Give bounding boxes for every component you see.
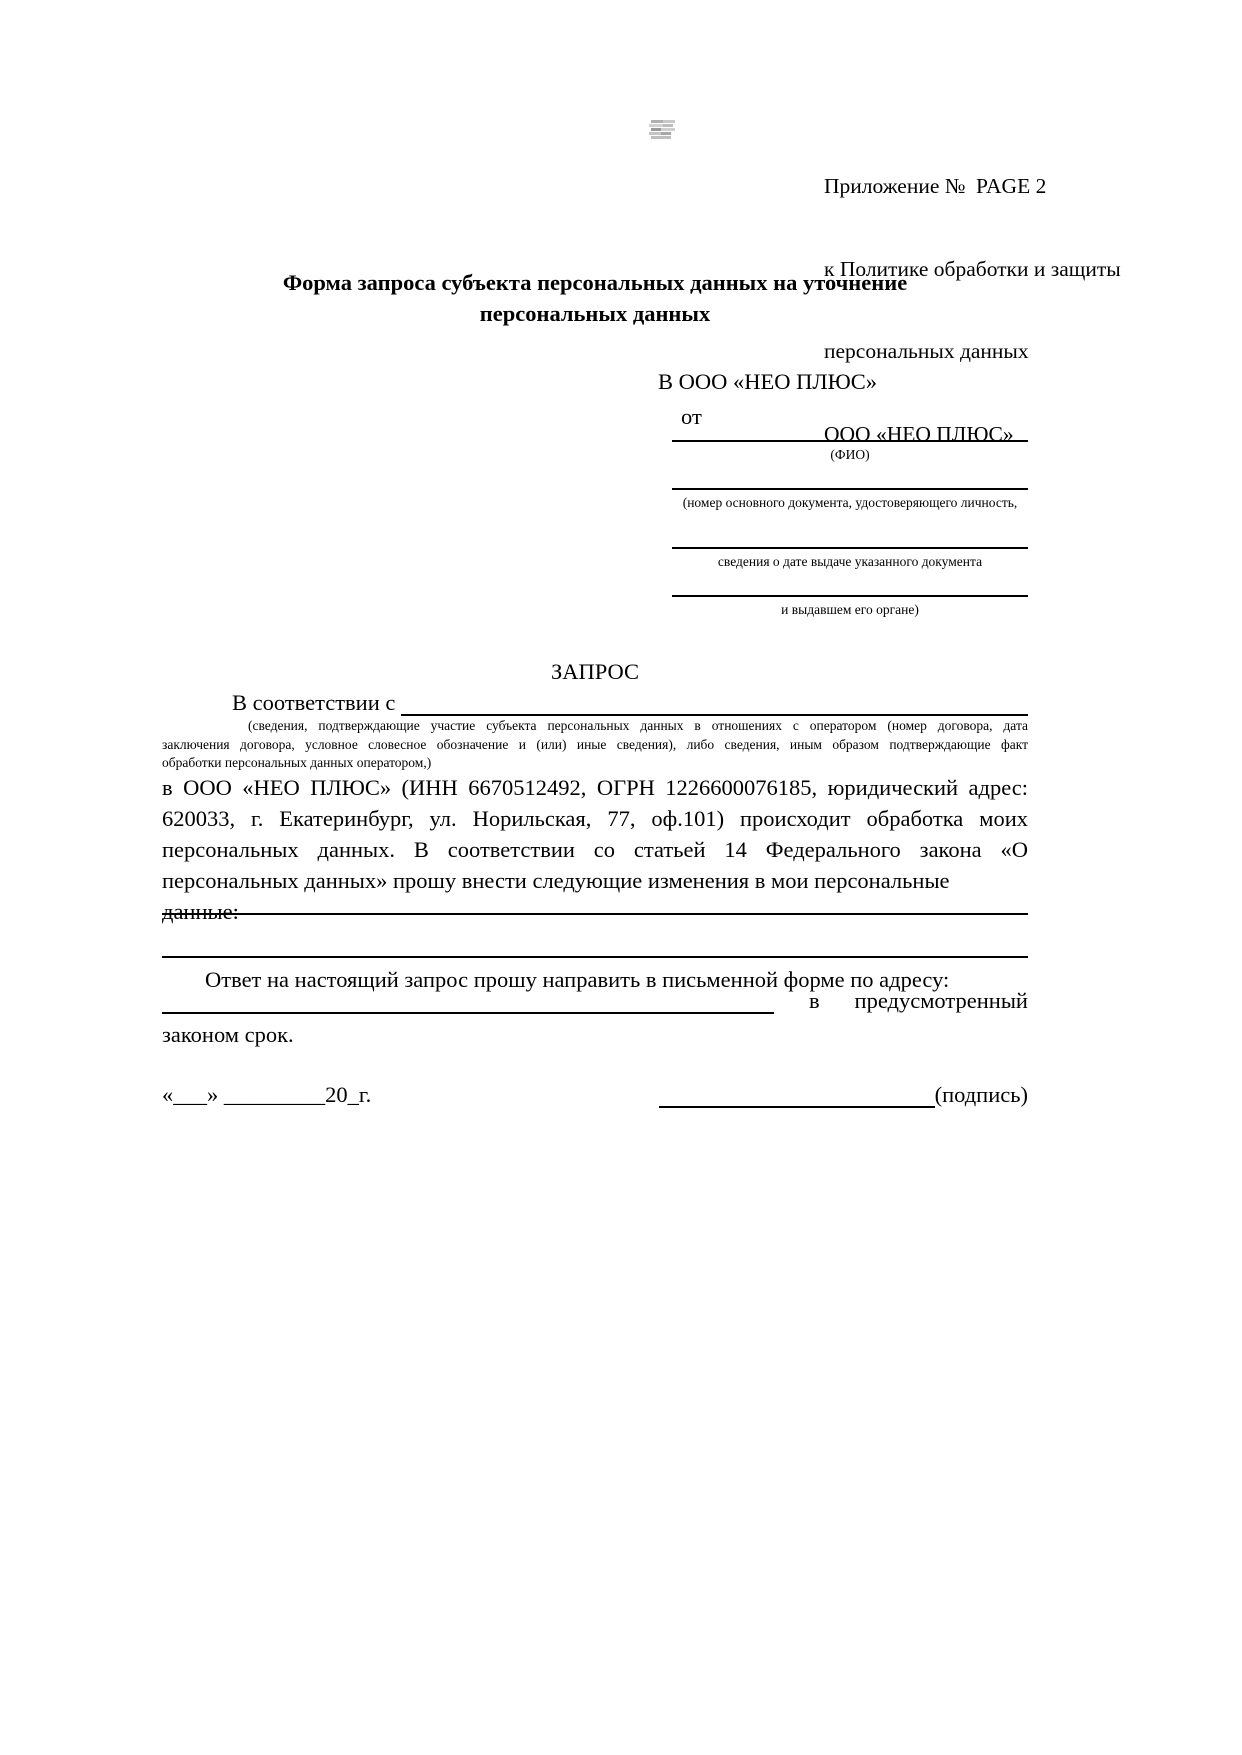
signature-line xyxy=(659,1082,935,1108)
field-caption: (ФИО) xyxy=(830,447,870,462)
reply-tail-text: законом срок. xyxy=(162,1022,294,1047)
form-title-line: персональных данных xyxy=(479,300,711,326)
form-title xyxy=(162,268,1028,329)
issuing-authority-field xyxy=(672,595,1028,617)
header-annotation-line: ООО «НЕО ПЛЮС» xyxy=(824,421,1014,446)
field-caption: (номер основного документа, удостоверяющего личность, xyxy=(682,495,1018,510)
field-caption: сведения о дате выдаче указанного документа xyxy=(717,554,983,569)
main-paragraph-line: персональных данных. В соответствии со статьей 14 Федерального закона «О xyxy=(162,837,1028,862)
fill-in-line xyxy=(672,440,1028,442)
in-accordance-text: В соответствии с xyxy=(232,690,402,715)
main-paragraph-line: 620033, г. Екатеринбург, ул. Норильская, 77, оф.101) происходит обработка моих xyxy=(162,806,1028,831)
reply-address-line xyxy=(162,988,1028,1014)
reply-sentence-text: Ответ на настоящий запрос прошу направить в письменной форме по адресу: xyxy=(205,967,950,992)
in-accordance-line xyxy=(162,690,1028,716)
document-issue-date-field xyxy=(672,547,1028,569)
fine-print xyxy=(162,717,1028,773)
addressee-organization: В ООО «НЕО ПЛЮС» xyxy=(658,369,878,394)
fio-field xyxy=(672,440,1028,462)
fill-in-line xyxy=(672,488,1028,490)
document-number-field xyxy=(672,488,1028,510)
fill-in-line xyxy=(162,956,1028,958)
fine-print-line: (сведения, подтверждающие участие субъекта персональных данных в отношениях с оператором (номер договора, дата xyxy=(248,718,1028,733)
pixelated-image-artifact-icon xyxy=(649,120,679,142)
fine-print-line: обработки персональных данных оператором,) xyxy=(162,755,432,770)
fill-in-line xyxy=(162,913,1028,915)
reply-word: в xyxy=(808,988,820,1013)
fill-in-line xyxy=(672,595,1028,597)
request-heading: ЗАПРОС xyxy=(550,659,640,684)
date-blank: «___» _________20_г. xyxy=(162,1082,372,1107)
reply-word: предусмотренный xyxy=(854,988,1028,1013)
header-annotation-line: Приложение № PAGE 2 xyxy=(824,174,1047,198)
main-paragraph xyxy=(162,772,1028,927)
main-paragraph-line: персональных данных» прошу внести следующие изменения в мои персональные данные: xyxy=(162,868,950,924)
field-caption: и выдавшем его органе) xyxy=(781,602,919,617)
form-title-line: Форма запроса субъекта персональных данных на уточнение xyxy=(282,270,908,295)
header-annotation-line: к Политике обработки и защиты xyxy=(824,256,1121,281)
fill-in-line xyxy=(672,547,1028,549)
signature-area xyxy=(659,1082,1028,1108)
main-paragraph-line: в ООО «НЕО ПЛЮС» (ИНН 6670512492, ОГРН 1226600076185, юридический адрес: xyxy=(162,775,1028,800)
fill-in-line xyxy=(401,690,1028,716)
fill-in-line xyxy=(162,988,774,1014)
fine-print-line: заключения договора, условное словесное обозначение и (или) иные сведения), либо сведения, иным образом подтверждающие факт xyxy=(162,736,1028,752)
date-signature-row xyxy=(162,1082,1028,1108)
signature-caption: (подпись) xyxy=(934,1082,1028,1107)
addressee-from-label: от xyxy=(681,404,702,429)
header-annotation-line: персональных данных xyxy=(824,339,1029,363)
